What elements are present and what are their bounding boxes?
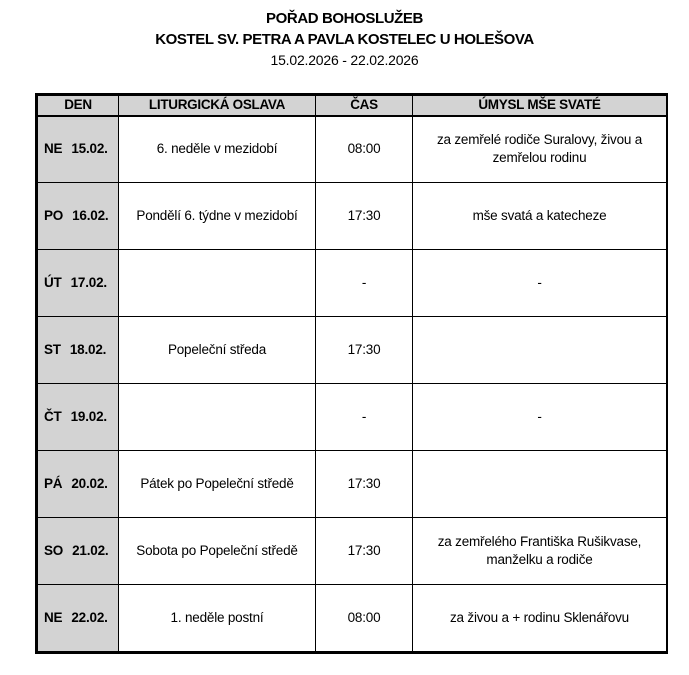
table-row bbox=[38, 250, 667, 317]
day-cell bbox=[38, 317, 119, 384]
day-abbr: NE bbox=[44, 610, 63, 625]
intention-cell bbox=[413, 317, 667, 384]
day-date: 16.02. bbox=[72, 208, 109, 223]
day-date: 19.02. bbox=[70, 409, 107, 424]
day-cell bbox=[38, 384, 119, 451]
table-row bbox=[38, 116, 667, 183]
day-abbr: ČT bbox=[44, 409, 62, 424]
time-cell: 17:30 bbox=[316, 183, 413, 250]
table-row bbox=[38, 183, 667, 250]
day-date: 21.02. bbox=[72, 543, 109, 558]
church-name: KOSTEL SV. PETRA A PAVLA KOSTELEC U HOLEŠOVA bbox=[155, 31, 534, 48]
title-block bbox=[0, 8, 689, 71]
table-row bbox=[38, 317, 667, 384]
column-header-intention: ÚMYSL MŠE SVATÉ bbox=[413, 96, 667, 116]
day-cell bbox=[38, 518, 119, 585]
celebration-cell bbox=[119, 250, 316, 317]
day-cell bbox=[38, 250, 119, 317]
table-row bbox=[38, 518, 667, 585]
time-cell: 08:00 bbox=[316, 585, 413, 652]
day-date: 20.02. bbox=[71, 476, 108, 491]
table-row bbox=[38, 585, 667, 652]
column-header-celebration: LITURGICKÁ OSLAVA bbox=[119, 96, 316, 116]
day-date: 18.02. bbox=[69, 342, 107, 357]
day-cell bbox=[38, 585, 119, 652]
intention-cell: mše svatá a katecheze bbox=[413, 183, 667, 250]
day-abbr: SO bbox=[44, 543, 64, 558]
day-date: 22.02. bbox=[71, 610, 108, 625]
time-cell: - bbox=[316, 250, 413, 317]
day-abbr: ST bbox=[44, 342, 61, 357]
schedule-table-wrapper bbox=[35, 93, 668, 654]
intention-cell bbox=[413, 451, 667, 518]
schedule-table-body bbox=[38, 116, 667, 652]
intention-cell: - bbox=[413, 250, 667, 317]
day-cell bbox=[38, 116, 119, 183]
day-cell bbox=[38, 451, 119, 518]
celebration-cell: Pátek po Popeleční středě bbox=[119, 451, 316, 518]
intention-cell: za zemřelé rodiče Suralovy, živou a zemřelou rodinu bbox=[413, 116, 667, 183]
time-cell: - bbox=[316, 384, 413, 451]
time-cell: 17:30 bbox=[316, 518, 413, 585]
column-header-day: DEN bbox=[38, 96, 119, 116]
celebration-cell bbox=[119, 384, 316, 451]
day-abbr: PÁ bbox=[44, 476, 63, 491]
day-date: 15.02. bbox=[71, 141, 108, 157]
time-cell: 17:30 bbox=[316, 317, 413, 384]
day-abbr: NE bbox=[44, 141, 63, 157]
time-cell: 08:00 bbox=[316, 116, 413, 183]
celebration-cell: 1. neděle postní bbox=[119, 585, 316, 652]
time-cell: 17:30 bbox=[316, 451, 413, 518]
day-abbr: ÚT bbox=[44, 275, 62, 290]
date-range: 15.02.2026 - 22.02.2026 bbox=[270, 52, 419, 68]
day-cell bbox=[38, 183, 119, 250]
day-date: 17.02. bbox=[70, 275, 107, 290]
table-row bbox=[38, 451, 667, 518]
schedule-table bbox=[37, 95, 667, 652]
celebration-cell: Pondělí 6. týdne v mezidobí bbox=[119, 183, 316, 250]
intention-cell: za živou a + rodinu Sklenářovu bbox=[413, 585, 667, 652]
day-abbr: PO bbox=[44, 208, 64, 223]
celebration-cell: Sobota po Popeleční středě bbox=[119, 518, 316, 585]
table-row bbox=[38, 384, 667, 451]
celebration-cell: Popeleční středa bbox=[119, 317, 316, 384]
document-title: POŘAD BOHOSLUŽEB bbox=[266, 10, 423, 27]
intention-cell: - bbox=[413, 384, 667, 451]
celebration-cell: 6. neděle v mezidobí bbox=[119, 116, 316, 183]
intention-cell: za zemřelého Františka Rušikvase, manželku a rodiče bbox=[413, 518, 667, 585]
table-header-row bbox=[38, 96, 667, 116]
column-header-time: ČAS bbox=[316, 96, 413, 116]
